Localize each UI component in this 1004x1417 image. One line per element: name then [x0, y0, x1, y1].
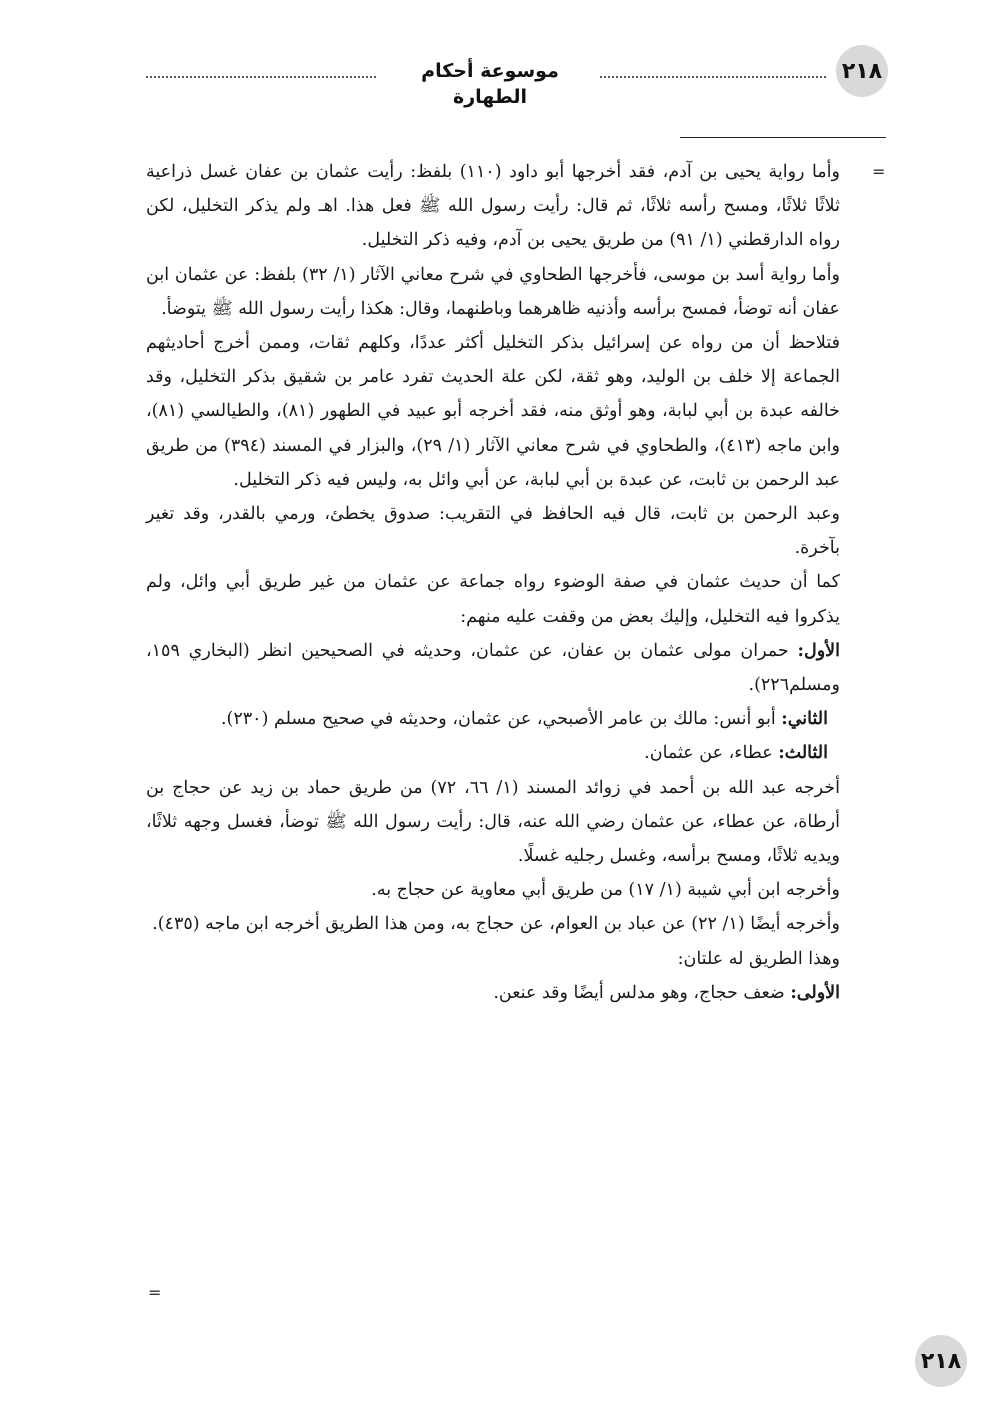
- continuation-mark-top: =: [872, 162, 886, 181]
- paragraph: وأخرجه أيضًا (١/ ٢٢) عن عباد بن العوام، عن حجاج به، ومن هذا الطريق أخرجه ابن ماجه (٤٣٥).: [152, 914, 840, 935]
- paragraph: فتلاحظ أن من رواه عن إسرائيل بذكر التخليل أكثر عددًا، وكلهم ثقات، وممن أخرج أحاديثهم الجماعة إلا خلف بن الوليد، وهو ثقة، لكن علة الحديث تفرد عامر بن شقيق بذكر التخليل، وقد خالفه عبدة بن أبي لبابة، وهو أوثق منه، فقد أخرجه أبو عبيد في الطهور (٨١)، والطيالسي (٨١)، وابن ماجه (٤١٣)، والطحاوي في شرح معاني الآثار (١/ ٢٩)، والبزار في المسند (٣٩٤) من طريق عبد الرحمن بن ثابت، عن عبدة بن أبي لبابة، عن أبي وائل به، وليس فيه ذكر التخليل.: [146, 333, 840, 490]
- paragraph: كما أن حديث عثمان في صفة الوضوء رواه جماعة عن عثمان من غير طريق أبي وائل، ولم يذكروا فيه التخليل، وإليك بعض من وقفت عليه منهم:: [146, 572, 840, 627]
- paragraph-text: أبو أنس: مالك بن عامر الأصبحي، عن عثمان، وحديثه في صحيح مسلم (٢٣٠).: [220, 709, 782, 730]
- paragraph: وعبد الرحمن بن ثابت، قال فيه الحافظ في التقريب: صدوق يخطئ، ورمي بالقدر، وقد تغير بآخرة.: [146, 504, 840, 559]
- paragraph-text: ضعف حجاج، وهو مدلس أيضًا وقد عنعن.: [493, 982, 791, 1003]
- header-dotted-rule-right: [600, 76, 826, 78]
- paragraph-label: الأول:: [797, 640, 840, 661]
- paragraph: وأما رواية يحيى بن آدم، فقد أخرجها أبو داود (١١٠) بلفظ: رأيت عثمان بن عفان غسل ذراعية ثلاثًا ثلاثًا، ومسح رأسه ثلاثًا، ثم قال: رأيت رسول الله ﷺ فعل هذا. اهـ ولم يذكر التخليل، لكن رواه الدارقطني (١/ ٩١) من طريق يحيى بن آدم، وفيه ذكر التخليل.: [146, 162, 840, 251]
- header-dotted-rule-left: [146, 76, 376, 78]
- paragraph-text: عطاء، عن عثمان.: [644, 743, 779, 764]
- footnote-separator-rule: [680, 137, 886, 138]
- header-page-number: ٢١٨: [836, 45, 888, 97]
- paragraph-label: الأولى:: [790, 982, 840, 1003]
- paragraph: وهذا الطريق له علتان:: [677, 948, 840, 969]
- paragraph-text: حمران مولى عثمان بن عفان، عن عثمان، وحديثه في الصحيحين انظر (البخاري ١٥٩، ومسلم٢٢٦).: [146, 640, 840, 696]
- paragraph: [146, 634, 840, 702]
- paragraph: [146, 736, 840, 770]
- paragraph: أخرجه عبد الله بن أحمد في زوائد المسند (١/ ٦٦، ٧٢) من طريق حماد بن زيد عن حجاج بن أرطاة، عن عطاء، عن عثمان رضي الله عنه، قال: رأيت رسول الله ﷺ توضأ، فغسل وجهه ثلاثًا، ويديه ثلاثًا، ومسح برأسه، وغسل رجليه غسلًا.: [146, 777, 840, 867]
- paragraph: [146, 702, 840, 736]
- continuation-mark-bottom: =: [148, 1283, 162, 1302]
- paragraph-label: الثاني:: [781, 709, 828, 730]
- paragraph: وأخرجه ابن أبي شيبة (١/ ١٧) من طريق أبي معاوية عن حجاج به.: [371, 880, 840, 901]
- footer-page-number: ٢١٨: [915, 1335, 967, 1387]
- footnote-body: [146, 155, 840, 1010]
- paragraph: [146, 976, 840, 1010]
- paragraph-label: الثالث:: [778, 743, 828, 764]
- running-header-title: موسوعة أحكام الطهارة: [421, 60, 559, 108]
- paragraph: وأما رواية أسد بن موسى، فأخرجها الطحاوي في شرح معاني الآثار (١/ ٣٢) بلفظ: عن عثمان ابن عفان أنه توضأ، فمسح برأسه وأذنيه ظاهرهما وباطنهما، وقال: هكذا رأيت رسول الله ﷺ يتوضأ.: [146, 264, 840, 319]
